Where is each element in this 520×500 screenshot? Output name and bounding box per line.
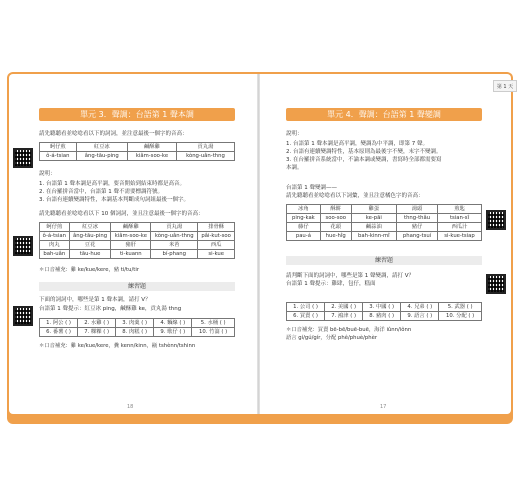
table-cell: 鹹酥雞	[127, 143, 176, 152]
page-number: 17	[380, 404, 387, 410]
table-cell: pau-á	[287, 232, 321, 241]
table-cell: kòng-uân-thng	[176, 152, 234, 161]
footnote: ＊口音補充：雞 ke/kue/kere，豬 ti/tu/tir	[39, 267, 140, 273]
table-cell: 花頭	[320, 223, 351, 232]
exercise-item[interactable]: 10. 分配 ( )	[439, 312, 482, 321]
exercise-item[interactable]: 6. 買賣 ( )	[287, 312, 325, 321]
unit-banner: 單元 4．聲調：台語第 1 聲變調	[286, 108, 482, 121]
exercise-item[interactable]: 9. 歌仔 ( )	[154, 328, 192, 337]
intro-text: 請先聽聽看並唸唸看以下 10 個詞詞，並且注意最後一個字的音高：	[39, 211, 204, 217]
table-cell: 鹹酥雞	[111, 223, 151, 232]
table-cell: 蚵仔煎	[40, 143, 77, 152]
table-cell: pâi-kut-soo	[198, 232, 235, 241]
table-cell: ti-kuann	[111, 250, 151, 259]
book-spread	[7, 72, 513, 424]
exercise-item[interactable]: 8. 肉糕 ( )	[116, 328, 154, 337]
table-cell: 湯頭	[397, 205, 438, 214]
table-cell: ô-á-tsian	[40, 152, 77, 161]
practice-intro: 下面的詞詞中，哪些是第 1 聲本調，請打 V？	[39, 297, 151, 303]
page-number: 18	[127, 404, 134, 410]
table-cell: 蚵仔煎	[40, 223, 70, 232]
table-cell: bah-kinn-mî	[351, 232, 396, 241]
qr-code-icon[interactable]	[486, 210, 506, 230]
exercise-table	[39, 318, 235, 337]
note-line: 3. 在台羅拼音系統當中，不論本調或變調，書寫時全部都需要寫	[286, 157, 442, 163]
practice-hint: 台語第 1 聲提示：雞肆，包仔，糕面	[286, 281, 376, 287]
table-cell: âng-tāu-ping	[76, 152, 127, 161]
explanation-label: 說明：	[39, 171, 56, 177]
exercise-item[interactable]: 3. 中國 ( )	[363, 303, 401, 312]
table-cell: 西瓜汁	[438, 223, 482, 232]
table-cell: si-kue	[198, 250, 235, 259]
practice-intro: 請判斷下面的詞詞中，哪些是第 1 聲變調，請打 V？	[286, 273, 415, 279]
table-cell: ping-kak	[287, 214, 321, 223]
table-cell: 米苔	[151, 241, 198, 250]
table-cell: 豬肝	[111, 241, 151, 250]
exercise-item[interactable]: 7. 粿粿 ( )	[78, 328, 116, 337]
table-cell: hue-hîg	[320, 232, 351, 241]
word-table	[39, 222, 235, 259]
word-table	[286, 204, 482, 241]
exercise-item[interactable]: 5. 武器 ( )	[439, 303, 482, 312]
footnote: 語言 gí/gú/gír，分配 phê/phuè/phèr	[286, 335, 378, 341]
table-cell: 藤仔	[287, 223, 321, 232]
word-table	[39, 142, 235, 161]
intro-text: 請先聽聽看並唸唸看以下詞彙，並且注意橘色字的音高：	[286, 193, 424, 199]
table-cell: tāu-hue	[69, 250, 111, 259]
table-cell: kiâm-soo-ke	[111, 232, 151, 241]
exercise-table	[286, 302, 482, 321]
table-cell: bah-uân	[40, 250, 70, 259]
qr-code-icon[interactable]	[486, 274, 506, 294]
note-line: 3. 台語有連續變調特性，本調基本判斷成句詞組最後一個字。	[39, 197, 189, 203]
exercise-item[interactable]: 3. 肉羹 ( )	[116, 319, 154, 328]
practice-title: 練習題	[39, 282, 235, 291]
table-cell: 紅豆冰	[76, 143, 127, 152]
right-page	[260, 74, 514, 414]
unit-banner: 單元 3．聲調：台語第 1 聲本調	[39, 108, 235, 121]
table-cell: 肉丸	[40, 241, 70, 250]
table-cell: 紅豆冰	[69, 223, 111, 232]
table-cell: thng-thâu	[397, 214, 438, 223]
table-cell: 煎匙	[438, 205, 482, 214]
table-cell: 西瓜	[198, 241, 235, 250]
note-line: 2. 在台羅拼音當中，台語第 1 聲不需要標調符號。	[39, 189, 163, 195]
practice-title: 練習題	[286, 256, 482, 265]
note-line: 1. 台語第 1 聲本調是高平調，要音開始到結束時都是高音。	[39, 181, 185, 187]
table-cell: si-kue-tsiap	[438, 232, 482, 241]
practice-hint: 台語第 1 聲提示：紅豆冰 ping，鹹酥雞 ke，貢丸湯 thng	[39, 306, 182, 312]
qr-code-icon[interactable]	[13, 148, 33, 168]
exercise-item[interactable]: 4. 兄弟 ( )	[401, 303, 439, 312]
table-cell: ô-á-tsian	[40, 232, 70, 241]
table-cell: ke-pāi	[351, 214, 396, 223]
exercise-item[interactable]: 6. 番薯 ( )	[40, 328, 78, 337]
exercise-item[interactable]: 5. 水桶 ( )	[192, 319, 235, 328]
intro-text: 台語第 1 聲變調——	[286, 185, 337, 191]
day-tab: 第 1 天	[493, 80, 517, 92]
table-cell: 冰角	[287, 205, 321, 214]
table-cell: 酥餅	[320, 205, 351, 214]
exercise-item[interactable]: 7. 鴻津 ( )	[325, 312, 363, 321]
table-cell: phang-tsuí	[397, 232, 438, 241]
exercise-item[interactable]: 2. 美國 ( )	[325, 303, 363, 312]
table-cell: 貢丸湯	[151, 223, 198, 232]
table-cell: 豆花	[69, 241, 111, 250]
exercise-item[interactable]: 8. 豬肉 ( )	[363, 312, 401, 321]
table-cell: âng-tāu-ping	[69, 232, 111, 241]
explanation-label: 說明：	[286, 131, 303, 137]
exercise-item[interactable]: 1. 公司 ( )	[287, 303, 325, 312]
table-cell: 排骨酥	[198, 223, 235, 232]
note-line: 2. 台語有連續變調特性，基本原則為最後字不變，末字不變調。	[286, 149, 442, 155]
exercise-item[interactable]: 2. 水雞 ( )	[78, 319, 116, 328]
note-line: 本調。	[286, 165, 303, 171]
exercise-item[interactable]: 9. 語言 ( )	[401, 312, 439, 321]
qr-code-icon[interactable]	[13, 306, 33, 326]
table-cell: bí-phang	[151, 250, 198, 259]
table-cell: 鹹蒜油	[351, 223, 396, 232]
footnote: ＊口音補充：雞 ke/kue/kere，糞 kenn/kinn，甌 tshènn/tshinn	[39, 343, 196, 349]
table-cell: 貢丸湯	[176, 143, 234, 152]
exercise-item[interactable]: 10. 竹篙 ( )	[192, 328, 235, 337]
exercise-item[interactable]: 4. 麵線 ( )	[154, 319, 192, 328]
intro-text: 請先聽聽看並唸唸看以下的詞詞，並注意最後一個字的音高：	[39, 131, 188, 137]
table-cell: 豬仔	[397, 223, 438, 232]
table-cell: kiâm-soo-ke	[127, 152, 176, 161]
left-page	[9, 74, 257, 414]
footnote: ＊口音補充：買賣 bē-bē/buē-buē，海洋 iûnn/iônn	[286, 327, 412, 333]
note-line: 1. 台語第 1 聲本調是高平調，變調為中平調，即第 7 聲。	[286, 141, 428, 147]
table-cell: soo-soo	[320, 214, 351, 223]
qr-code-icon[interactable]	[13, 236, 33, 256]
exercise-item[interactable]: 1. 阿公 ( )	[40, 319, 78, 328]
table-cell: kòng-uân-thng	[151, 232, 198, 241]
table-cell: 雞蛋	[351, 205, 396, 214]
table-cell: tsian-sî	[438, 214, 482, 223]
